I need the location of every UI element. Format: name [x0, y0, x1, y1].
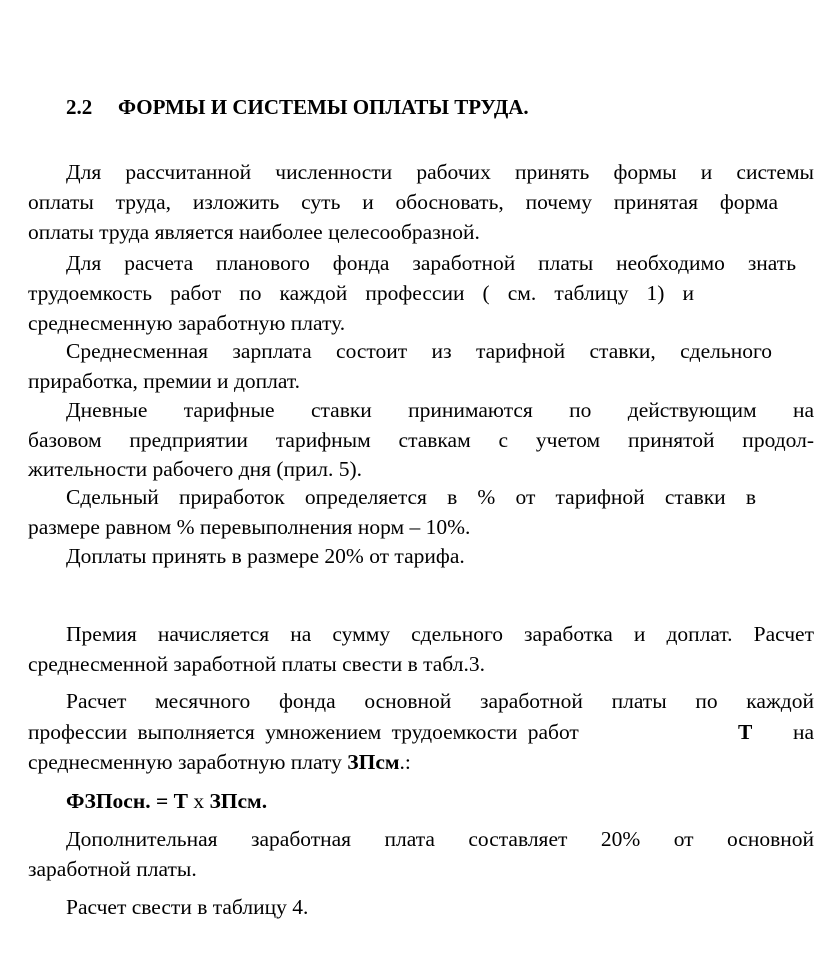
- paragraph-line: Расчет свести в таблицу 4.: [66, 895, 309, 919]
- paragraph-line: Расчет месячного фонда основной заработной платы по каждой: [66, 689, 814, 713]
- paragraph-line: оплаты труда является наиболее целесообразной.: [28, 220, 480, 244]
- paragraph-line: размере равном % перевыполнения норм – 10%.: [28, 515, 471, 539]
- formula-multiply: х: [193, 789, 205, 813]
- section-number: 2.2: [66, 95, 93, 119]
- section-heading: [66, 94, 529, 120]
- paragraph-line: Для рассчитанной численности рабочих принять формы и системы: [66, 160, 814, 184]
- paragraph-text: .:: [399, 750, 411, 774]
- labor-intensity-symbol: Т: [738, 720, 753, 744]
- paragraph-line: [28, 719, 814, 745]
- formula-part: ЗПсм.: [204, 789, 268, 813]
- paragraph-line: жительности рабочего дня (прил. 5).: [28, 457, 363, 481]
- paragraph-text: среднесменную заработную плату: [28, 750, 348, 774]
- paragraph-line: Доплаты принять в размере 20% от тарифа.: [66, 544, 465, 568]
- paragraph-line: приработка, премии и доплат.: [28, 369, 301, 393]
- paragraph-line: трудоемкость работ по каждой профессии ( см. таблицу 1) и: [28, 281, 694, 305]
- paragraph-line: Дневные тарифные ставки принимаются по действующим на: [66, 398, 814, 422]
- paragraph-line: среднесменную заработную плату.: [28, 311, 346, 335]
- formula-part: ФЗПосн. = Т: [66, 789, 194, 813]
- formula: [66, 788, 267, 814]
- paragraph-line: Дополнительная заработная плата составляет 20% от основной: [66, 827, 814, 851]
- paragraph-line: базовом предприятии тарифным ставкам с учетом принятой продол-: [28, 428, 814, 452]
- paragraph-text: на: [792, 720, 814, 744]
- paragraph-line: Премия начисляется на сумму сдельного заработка и доплат. Расчет: [66, 622, 814, 646]
- daily-wage-symbol: ЗПсм: [347, 750, 400, 774]
- paragraph-line: заработной платы.: [28, 857, 197, 881]
- paragraph-line: среднесменной заработной платы свести в табл.3.: [28, 652, 485, 676]
- paragraph-line: [28, 749, 411, 775]
- paragraph-line: Для расчета планового фонда заработной платы необходимо знать: [66, 251, 796, 275]
- paragraph-line: оплаты труда, изложить суть и обосновать, почему принятая форма: [28, 190, 778, 214]
- paragraph-line: Сдельный приработок определяется в % от тарифной ставки в: [66, 485, 756, 509]
- paragraph-text: профессии выполняется умножением трудоемкости работ: [28, 720, 579, 744]
- paragraph-line: Среднесменная зарплата состоит из тарифной ставки, сдельного: [66, 339, 772, 363]
- section-title: ФОРМЫ И СИСТЕМЫ ОПЛАТЫ ТРУДА.: [118, 95, 529, 119]
